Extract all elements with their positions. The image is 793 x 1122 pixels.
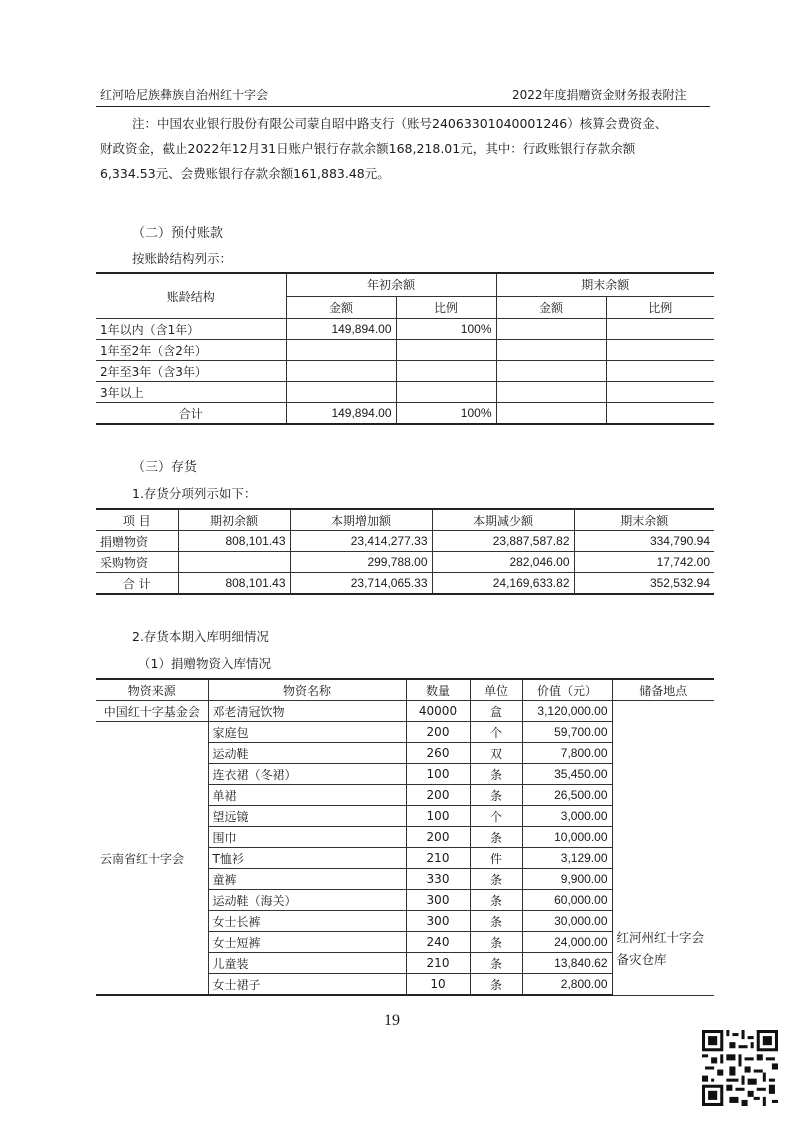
detail-item-value: 3,120,000.00 <box>522 701 612 722</box>
detail-item-unit: 条 <box>470 827 522 848</box>
inventory-increase: 299,788.00 <box>290 552 432 573</box>
detail-item-qty: 210 <box>406 848 470 869</box>
detail-item-unit: 条 <box>470 785 522 806</box>
note-line-2: 财政资金，截止2022年12月31日账户银行存款余额168,218.01元，其中：行政账银行存款余额 <box>100 141 636 156</box>
prepay-total-amount-closing <box>496 403 606 425</box>
prepay-ratio-opening <box>396 382 496 403</box>
detail-item-value: 24,000.00 <box>522 932 612 953</box>
detail-source-yunnan: 云南省红十字会 <box>96 722 208 996</box>
note-line-3: 6,334.53元、会费账银行存款余额161,883.48元。 <box>100 166 390 181</box>
inventory-closing: 334,790.94 <box>574 531 714 552</box>
prepay-ratio-closing <box>606 340 714 361</box>
detail-item-unit: 条 <box>470 764 522 785</box>
inventory-header-opening: 期初余额 <box>178 509 290 531</box>
prepay-ratio-opening <box>396 361 496 382</box>
page-number: 19 <box>384 1012 400 1029</box>
detail-heading: 2.存货本期入库明细情况 <box>132 629 269 644</box>
inventory-row-label: 捐赠物资 <box>96 531 178 552</box>
table-row <box>96 361 714 382</box>
prepay-ratio-closing <box>606 361 714 382</box>
prepay-amount-opening: 149,894.00 <box>286 319 396 340</box>
table-row <box>96 701 714 722</box>
prepay-ratio-opening: 100% <box>396 319 496 340</box>
detail-item-qty: 100 <box>406 806 470 827</box>
inventory-closing: 17,742.00 <box>574 552 714 573</box>
detail-item-value: 7,800.00 <box>522 743 612 764</box>
header-title: 2022年度捐赠资金财务报表附注 <box>512 88 687 102</box>
detail-item-qty: 200 <box>406 785 470 806</box>
inventory-total-closing: 352,532.94 <box>574 573 714 595</box>
detail-item-name: 女士短裤 <box>208 932 406 953</box>
detail-item-qty: 330 <box>406 869 470 890</box>
detail-item-name: 运动鞋（海关） <box>208 890 406 911</box>
prepay-row-label: 1年以内（含1年） <box>96 319 286 340</box>
detail-storage-location: 红河州红十字会备灾仓库 <box>612 701 714 996</box>
detail-header-qty: 数量 <box>406 679 470 701</box>
detail-header-name: 物资名称 <box>208 679 406 701</box>
detail-item-name: 女士裙子 <box>208 974 406 996</box>
detail-item-unit: 个 <box>470 806 522 827</box>
detail-item-value: 3,129.00 <box>522 848 612 869</box>
prepay-total-ratio-closing <box>606 403 714 425</box>
prepay-amount-closing <box>496 319 606 340</box>
detail-item-unit: 条 <box>470 911 522 932</box>
detail-item-qty: 300 <box>406 890 470 911</box>
detail-item-value: 59,700.00 <box>522 722 612 743</box>
prepay-intro: 按账龄结构列示： <box>132 251 233 266</box>
table-row <box>96 552 714 573</box>
inventory-intro: 1.存货分项列示如下： <box>132 486 257 501</box>
inventory-header-closing: 期末余额 <box>574 509 714 531</box>
detail-item-qty: 210 <box>406 953 470 974</box>
prepay-total-ratio-opening: 100% <box>396 403 496 425</box>
prepay-col-aging: 账龄结构 <box>96 273 286 319</box>
detail-item-unit: 条 <box>470 869 522 890</box>
detail-item-qty: 240 <box>406 932 470 953</box>
inventory-total-opening: 808,101.43 <box>178 573 290 595</box>
inventory-total-label: 合 计 <box>96 573 178 595</box>
detail-item-value: 35,450.00 <box>522 764 612 785</box>
detail-item-name: 邓老清冠饮物 <box>208 701 406 722</box>
table-row <box>96 319 714 340</box>
prepay-group-closing: 期末余额 <box>496 273 714 296</box>
detail-item-unit: 条 <box>470 890 522 911</box>
detail-item-unit: 条 <box>470 932 522 953</box>
note-line-1: 注：中国农业银行股份有限公司蒙自昭中路支行（账号24063301040001246）核算会费资金、 <box>132 116 668 131</box>
prepay-total-amount-opening: 149,894.00 <box>286 403 396 425</box>
detail-item-qty: 100 <box>406 764 470 785</box>
prepay-row-label: 2年至3年（含3年） <box>96 361 286 382</box>
inventory-decrease: 23,887,587.82 <box>432 531 574 552</box>
inventory-heading: （三）存货 <box>132 460 198 475</box>
detail-item-unit: 盒 <box>470 701 522 722</box>
detail-item-name: 围巾 <box>208 827 406 848</box>
table-row <box>96 573 714 595</box>
inventory-opening <box>178 552 290 573</box>
detail-source-foundation: 中国红十字基金会 <box>96 701 208 722</box>
inventory-total-increase: 23,714,065.33 <box>290 573 432 595</box>
detail-item-unit: 件 <box>470 848 522 869</box>
prepay-ratio-closing <box>606 382 714 403</box>
table-row <box>96 382 714 403</box>
prepay-amount-closing <box>496 340 606 361</box>
donation-detail-table <box>96 678 714 996</box>
inventory-header-item: 项 目 <box>96 509 178 531</box>
detail-header-value: 价值（元） <box>522 679 612 701</box>
detail-item-value: 26,500.00 <box>522 785 612 806</box>
detail-item-name: 家庭包 <box>208 722 406 743</box>
detail-header-source: 物资来源 <box>96 679 208 701</box>
prepay-ratio-header: 比例 <box>396 296 496 318</box>
detail-item-unit: 条 <box>470 953 522 974</box>
prepay-group-opening: 年初余额 <box>286 273 496 296</box>
detail-item-qty: 200 <box>406 827 470 848</box>
header-divider <box>96 106 710 107</box>
table-row <box>96 340 714 361</box>
detail-item-name: T恤衫 <box>208 848 406 869</box>
detail-subheading: （1）捐赠物资入库情况 <box>138 656 271 671</box>
detail-item-value: 10,000.00 <box>522 827 612 848</box>
detail-item-value: 9,900.00 <box>522 869 612 890</box>
prepay-total-label: 合计 <box>96 403 286 425</box>
prepay-amount-closing <box>496 361 606 382</box>
inventory-total-decrease: 24,169,633.82 <box>432 573 574 595</box>
prepay-amount-header: 金额 <box>286 296 396 318</box>
qr-code-icon <box>702 1030 778 1106</box>
detail-item-qty: 10 <box>406 974 470 996</box>
prepay-ratio-header: 比例 <box>606 296 714 318</box>
prepay-amount-opening <box>286 361 396 382</box>
inventory-header-increase: 本期增加额 <box>290 509 432 531</box>
inventory-row-label: 采购物资 <box>96 552 178 573</box>
detail-item-name: 单裙 <box>208 785 406 806</box>
detail-item-value: 30,000.00 <box>522 911 612 932</box>
detail-item-qty: 40000 <box>406 701 470 722</box>
prepay-amount-opening <box>286 340 396 361</box>
detail-item-qty: 200 <box>406 722 470 743</box>
table-row <box>96 403 714 425</box>
detail-header-unit: 单位 <box>470 679 522 701</box>
detail-item-unit: 条 <box>470 974 522 996</box>
prepay-amount-closing <box>496 382 606 403</box>
detail-item-name: 儿童装 <box>208 953 406 974</box>
detail-item-qty: 260 <box>406 743 470 764</box>
prepay-ratio-closing <box>606 319 714 340</box>
detail-item-name: 连衣裙（冬裙） <box>208 764 406 785</box>
detail-item-name: 运动鞋 <box>208 743 406 764</box>
detail-item-unit: 双 <box>470 743 522 764</box>
prepay-row-label: 1年至2年（含2年） <box>96 340 286 361</box>
prepay-amount-header: 金额 <box>496 296 606 318</box>
inventory-increase: 23,414,277.33 <box>290 531 432 552</box>
detail-header-storage: 储备地点 <box>612 679 714 701</box>
detail-item-name: 女士长裤 <box>208 911 406 932</box>
prepay-table <box>96 272 714 425</box>
detail-item-value: 2,800.00 <box>522 974 612 996</box>
detail-item-name: 童裤 <box>208 869 406 890</box>
detail-item-unit: 个 <box>470 722 522 743</box>
detail-item-value: 60,000.00 <box>522 890 612 911</box>
header-org: 红河哈尼族彝族自治州红十字会 <box>100 88 269 102</box>
inventory-header-decrease: 本期减少额 <box>432 509 574 531</box>
inventory-table <box>96 508 714 595</box>
table-row <box>96 531 714 552</box>
prepay-ratio-opening <box>396 340 496 361</box>
detail-item-value: 13,840.62 <box>522 953 612 974</box>
detail-item-value: 3,000.00 <box>522 806 612 827</box>
inventory-decrease: 282,046.00 <box>432 552 574 573</box>
prepay-amount-opening <box>286 382 396 403</box>
prepay-heading: （二）预付账款 <box>132 226 224 241</box>
detail-item-qty: 300 <box>406 911 470 932</box>
detail-item-name: 望远镜 <box>208 806 406 827</box>
prepay-row-label: 3年以上 <box>96 382 286 403</box>
inventory-opening: 808,101.43 <box>178 531 290 552</box>
